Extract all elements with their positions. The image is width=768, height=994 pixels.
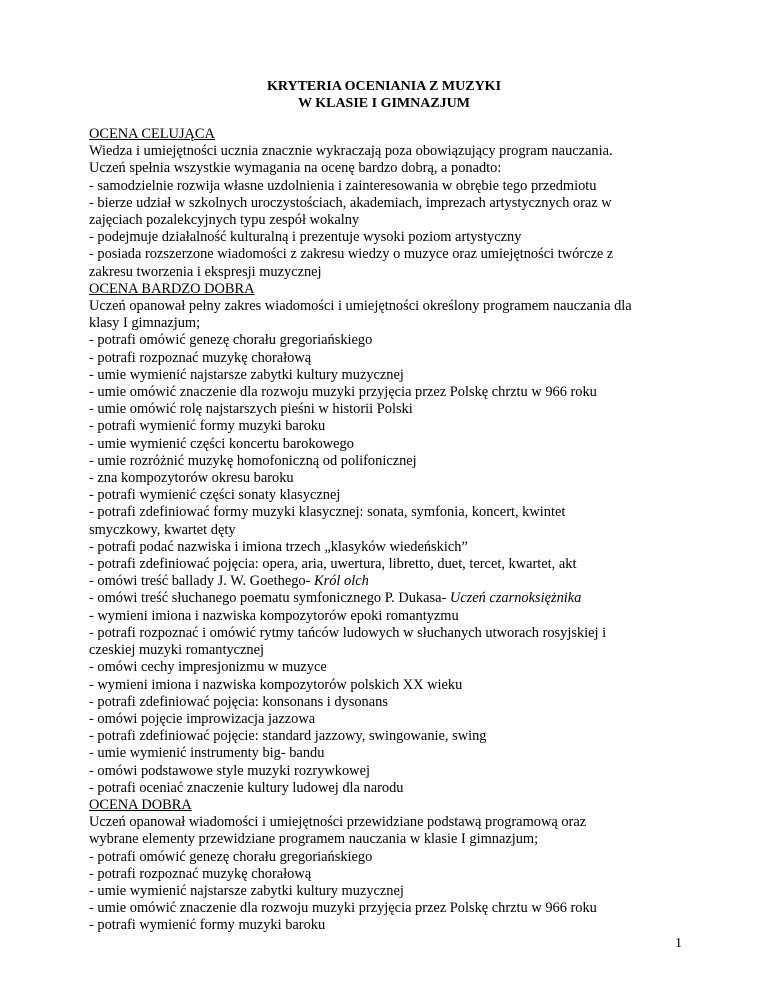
heading-celujaca: OCENA CELUJĄCA <box>89 126 215 142</box>
list-item: - potrafi zdefiniować formy muzyki klasycznej: sonata, symfonia, koncert, kwintet <box>89 504 566 521</box>
ballad-title: Król olch <box>314 573 369 590</box>
list-item-continuation: smyczkowy, kwartet dęty <box>89 521 236 538</box>
list-item: - potrafi rozpoznać muzykę chorałową <box>89 865 312 882</box>
title-line-1: KRYTERIA OCENIANIA Z MUZYKI <box>266 79 502 94</box>
list-item: - potrafi zdefiniować pojęcia: opera, aria, uwertura, libretto, duet, tercet, kwartet, akt <box>89 556 577 573</box>
page-number: 1 <box>675 936 682 951</box>
list-item: - potrafi wymienić części sonaty klasycznej <box>89 487 341 504</box>
list-item: - potrafi rozpoznać muzykę chorałową <box>89 349 312 366</box>
list-item: - potrafi zdefiniować pojęcie: standard jazzowy, swingowanie, swing <box>89 728 487 745</box>
list-item: - posiada rozszerzone wiadomości z zakresu wiedzy o muzyce oraz umiejętności twórcze z <box>89 246 614 263</box>
list-item: - potrafi wymienić formy muzyki baroku <box>89 418 326 435</box>
list-item: - wymieni imiona i nazwiska kompozytorów polskich XX wieku <box>89 676 463 693</box>
heading-dobra: OCENA DOBRA <box>89 796 192 813</box>
list-item: - wymieni imiona i nazwiska kompozytorów epoki romantyzmu <box>89 607 459 624</box>
text-line: Wiedza i umiejętności ucznia znacznie wykraczają poza obowiązujący program nauczania. <box>89 143 613 160</box>
list-item: - potrafi podać nazwiska i imiona trzech „klasyków wiedeńskich” <box>89 538 468 555</box>
list-item: - umie omówić znaczenie dla rozwoju muzyki przyjęcia przez Polskę chrztu w 966 roku <box>89 384 597 401</box>
list-item: - umie wymienić instrumenty big- bandu <box>89 745 325 762</box>
list-item: - zna kompozytorów okresu baroku <box>89 470 294 487</box>
ballad-prefix: - omówi treść ballady J. W. Goethego- <box>89 573 315 590</box>
list-item: - bierze udział w szkolnych uroczystościach, akademiach, imprezach artystycznych oraz w <box>89 194 612 211</box>
text-line: Uczeń spełnia wszystkie wymagania na ocenę bardzo dobrą, a ponadto: <box>89 160 502 177</box>
document-title <box>0 78 768 112</box>
list-item: - potrafi omówić genezę chorału gregoriańskiego <box>89 332 373 349</box>
list-item: - potrafi wymienić formy muzyki baroku <box>89 917 326 934</box>
list-item: - potrafi zdefiniować pojęcia: konsonans i dysonans <box>89 693 388 710</box>
text-line: Uczeń opanował pełny zakres wiadomości i umiejętności określony programem nauczania dla <box>89 298 632 315</box>
poem-prefix: - omówi treść słuchanego poematu symfonicznego P. Dukasa- <box>89 590 450 607</box>
list-item: - potrafi oceniać znaczenie kultury ludowej dla narodu <box>89 779 404 796</box>
list-item: - potrafi omówić genezę chorału gregoriańskiego <box>89 848 373 865</box>
text-line: Uczeń opanował wiadomości i umiejętności przewidziane podstawą programową oraz <box>89 814 587 831</box>
text-line: klasy I gimnazjum; <box>89 315 201 332</box>
list-item: - omówi cechy impresjonizmu w muzyce <box>89 659 327 676</box>
list-item: - umie wymienić najstarsze zabytki kultury muzycznej <box>89 882 404 899</box>
list-item-ballad <box>89 573 679 590</box>
list-item: - umie omówić znaczenie dla rozwoju muzyki przyjęcia przez Polskę chrztu w 966 roku <box>89 900 597 917</box>
title-line-2: W KLASIE I GIMNAZJUM <box>297 96 471 111</box>
poem-title: Uczeń czarnoksiężnika <box>449 590 582 607</box>
list-item: - umie wymienić części koncertu barokowego <box>89 435 354 452</box>
list-item: - podejmuje działalność kulturalną i prezentuje wysoki poziom artystyczny <box>89 229 522 246</box>
list-item: - potrafi rozpoznać i omówić rytmy tańców ludowych w słuchanych utworach rosyjskiej i <box>89 624 607 641</box>
document-body <box>89 126 679 935</box>
list-item-poem <box>89 590 679 607</box>
text-line: wybrane elementy przewidziane programem nauczania w klasie I gimnazjum; <box>89 831 539 848</box>
list-item-continuation: zajęciach pozalekcyjnych typu zespół wokalny <box>89 212 360 229</box>
list-item: - umie omówić rolę najstarszych pieśni w historii Polski <box>89 401 413 418</box>
list-item-continuation: zakresu tworzenia i ekspresji muzycznej <box>89 263 322 280</box>
list-item: - samodzielnie rozwija własne uzdolnienia i zainteresowania w obrębie tego przedmiotu <box>89 177 597 194</box>
list-item: - omówi pojęcie improwizacja jazzowa <box>89 710 316 727</box>
list-item: - umie wymienić najstarsze zabytki kultury muzycznej <box>89 366 404 383</box>
heading-bardzo-dobra: OCENA BARDZO DOBRA <box>89 280 255 297</box>
list-item: - umie rozróżnić muzykę homofoniczną od polifonicznej <box>89 452 417 469</box>
list-item-continuation: czeskiej muzyki romantycznej <box>89 642 265 659</box>
list-item: - omówi podstawowe style muzyki rozrywkowej <box>89 762 370 779</box>
